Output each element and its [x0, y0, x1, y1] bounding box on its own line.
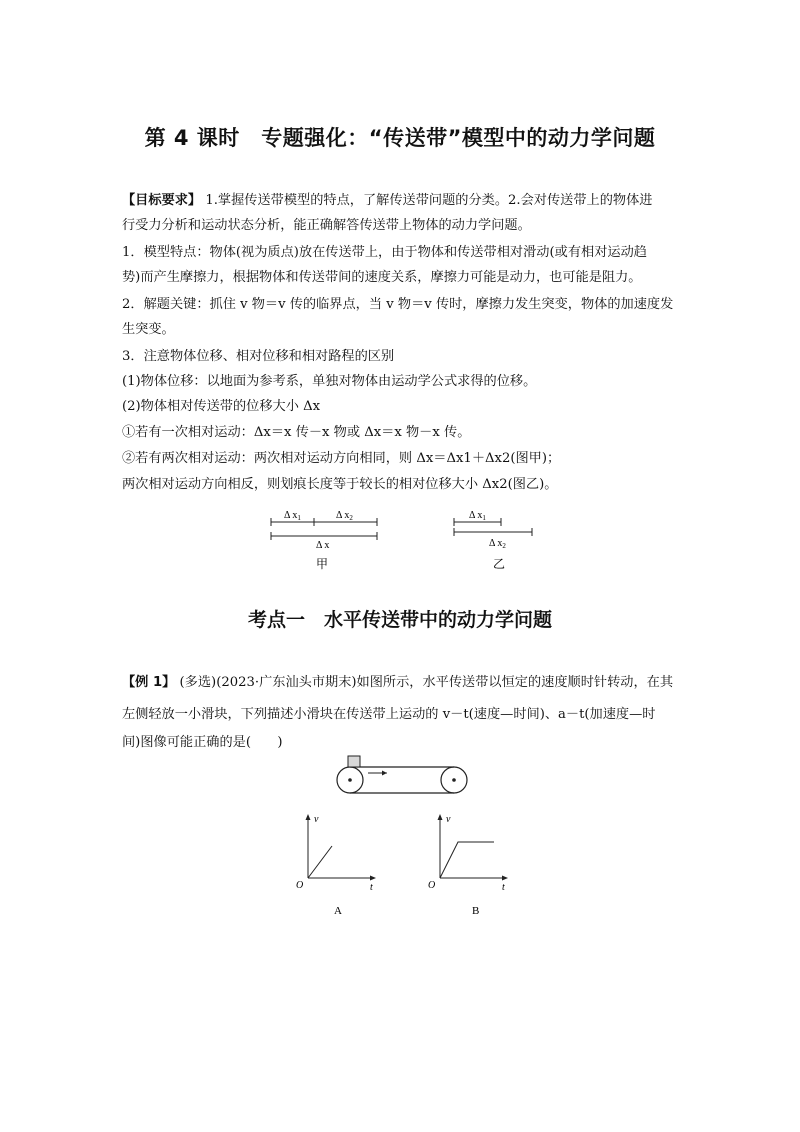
goal-line-2: 行受力分析和运动状态分析，能正确解答传送带上物体的动力学问题。 — [122, 218, 531, 233]
example-text-1: (多选)(2023·广东汕头市期末)如图所示，水平传送带以恒定的速度顺时针转动，在其 — [175, 675, 674, 690]
graph-b — [424, 808, 519, 918]
goal-label: 【目标要求】 — [122, 193, 202, 208]
p2-line-1: 2．解题关键：抓住 v 物＝v 传的临界点，当 v 物＝v 传时，摩擦力发生突变，物体的加速度发 — [122, 297, 674, 312]
jia-dx1-label: Δ $x_1$ — [284, 510, 301, 522]
page-title: 第 4 课时 专题强化：“传送带”模型中的动力学问题 — [144, 126, 656, 150]
graph-a-xlabel: t — [370, 882, 373, 893]
yi-dx1-label: Δ $x_1$ — [469, 510, 486, 522]
graph-a-origin: O — [296, 880, 304, 891]
p8: 两次相对运动方向相反，则划痕长度等于较长的相对位移大小 Δx2(图乙)。 — [122, 477, 558, 492]
section-heading: 考点一 水平传送带中的动力学问题 — [247, 609, 552, 631]
graph-a-y-arrow — [306, 814, 311, 820]
conveyor-belt-figure — [330, 752, 480, 802]
jia-dx2-label: Δ $x_2$ — [336, 510, 353, 522]
graph-a-line — [308, 846, 332, 878]
graph-b-line — [440, 842, 494, 878]
p3: 3．注意物体位移、相对位移和相对路程的区别 — [122, 349, 395, 364]
p5: (2)物体相对传送带的位移大小 Δx — [122, 399, 321, 414]
graph-a-ylabel: v — [314, 814, 319, 825]
graph-b-origin: O — [428, 880, 436, 891]
jia-dx-label: Δ x — [316, 540, 330, 551]
example-line-2: 左侧轻放一小滑块，下列描述小滑块在传送带上运动的 v－t(速度—时间)、a－t(加速度—时 — [122, 707, 656, 722]
right-pulley-axle — [452, 778, 456, 782]
p7: ②若有两次相对运动：两次相对运动方向相同，则 Δx＝Δx1＋Δx2(图甲)； — [122, 451, 561, 466]
p1-line-1: 1．模型特点：物体(视为质点)放在传送带上，由于物体和传送带相对滑动(或有相对运动趋 — [122, 245, 647, 260]
example-line-3: 间)图像可能正确的是( ) — [122, 735, 283, 750]
goal-line-1 — [122, 188, 687, 213]
graph-a-caption: A — [334, 905, 342, 917]
slider-block — [348, 756, 360, 767]
p2-line-2: 生突变。 — [122, 322, 175, 337]
p4: (1)物体位移：以地面为参考系，单独对物体由运动学公式求得的位移。 — [122, 374, 537, 389]
graph-a-x-arrow — [370, 876, 376, 881]
goal-text-1: 1.掌握传送带模型的特点，了解传送带问题的分类。2.会对传送带上的物体进 — [201, 193, 653, 208]
graph-b-xlabel: t — [502, 882, 505, 893]
figure-yi — [445, 502, 545, 574]
jia-caption: 甲 — [316, 557, 329, 571]
example-line-1 — [122, 670, 687, 695]
graph-b-caption: B — [472, 905, 480, 917]
yi-dx2-label: Δ $x_2$ — [489, 538, 506, 550]
velocity-arrowhead — [382, 771, 387, 776]
graph-b-ylabel: v — [446, 814, 451, 825]
example-label: 【例 1】 — [122, 675, 176, 690]
p6: ①若有一次相对运动：Δx＝x 传－x 物或 Δx＝x 物－x 传。 — [122, 425, 471, 440]
yi-caption: 乙 — [493, 557, 506, 571]
graph-b-x-arrow — [502, 876, 508, 881]
graph-b-y-arrow — [438, 814, 443, 820]
graph-a — [292, 808, 387, 918]
p1-line-2: 势)而产生摩擦力，根据物体和传送带间的速度关系，摩擦力可能是动力，也可能是阻力。 — [122, 270, 642, 285]
figure-jia — [262, 502, 387, 574]
left-pulley-axle — [348, 778, 352, 782]
